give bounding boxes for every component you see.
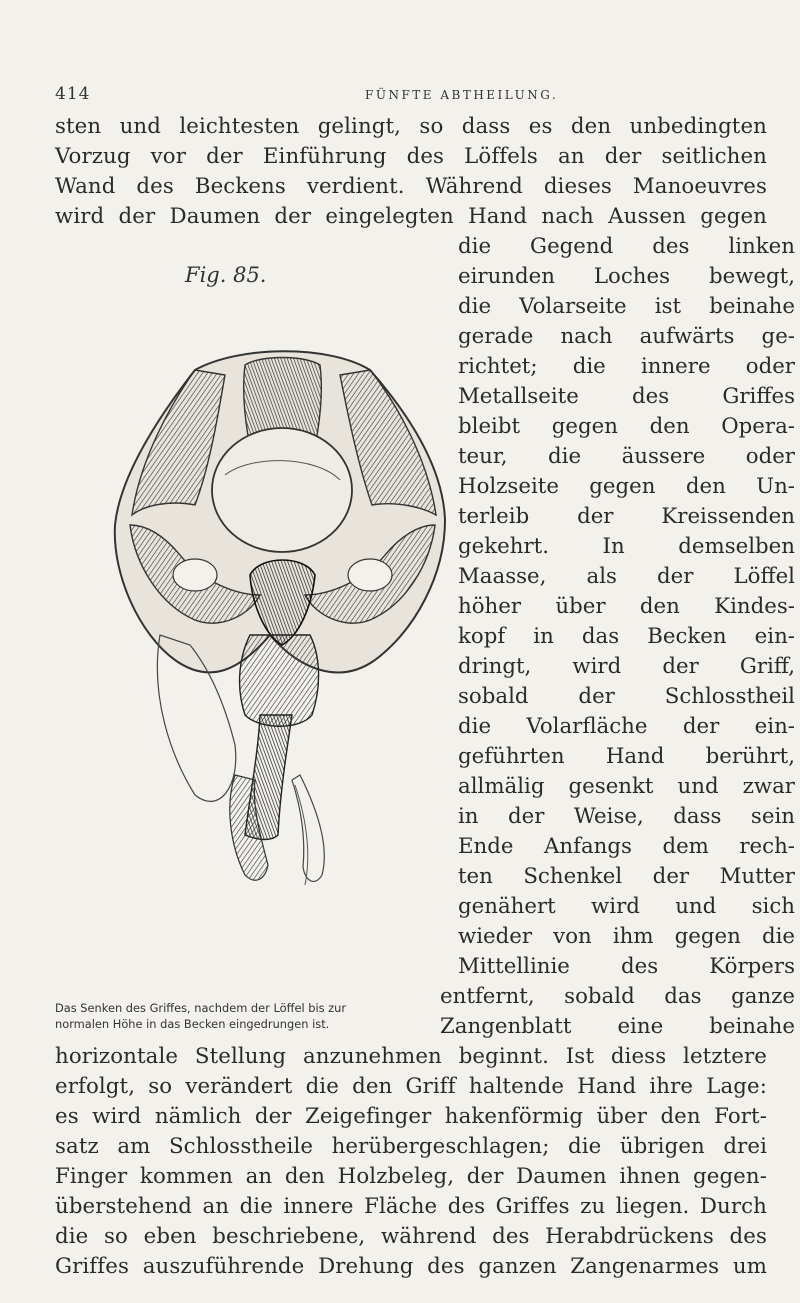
body-line: bleibt gegen den Opera- bbox=[458, 414, 795, 439]
body-line: Ende Anfangs dem rech- bbox=[458, 834, 795, 859]
body-line: es wird nämlich der Zeigefinger hakenförmig über den Fort- bbox=[55, 1104, 767, 1129]
body-line: gekehrt. In demselben bbox=[458, 534, 795, 559]
body-line: erfolgt, so verändert die den Griff haltende Hand ihre Lage: bbox=[55, 1074, 767, 1099]
body-line: wieder von ihm gegen die bbox=[458, 924, 795, 949]
body-line: Maasse, als der Löffel bbox=[458, 564, 795, 589]
body-line: kopf in das Becken ein- bbox=[458, 624, 795, 649]
running-head bbox=[55, 84, 755, 108]
body-line: die so eben beschriebene, während des Herabdrückens des bbox=[55, 1224, 767, 1249]
body-line: die Volarseite ist beinahe bbox=[458, 294, 795, 319]
body-line: in der Weise, dass sein bbox=[458, 804, 795, 829]
body-line: die Gegend des linken bbox=[458, 234, 795, 259]
figure-label: Fig. 85. bbox=[185, 263, 267, 287]
body-line: teur, die äussere oder bbox=[458, 444, 795, 469]
body-line: ten Schenkel der Mutter bbox=[458, 864, 795, 889]
body-line: horizontale Stellung anzunehmen beginnt. Ist diess letztere bbox=[55, 1044, 767, 1069]
section-title: FÜNFTE ABTHEILUNG. bbox=[365, 88, 559, 102]
body-line: satz am Schlosstheile herübergeschlagen; die übrigen drei bbox=[55, 1134, 767, 1159]
body-line: überstehend an die innere Fläche des Griffes zu liegen. Durch bbox=[55, 1194, 767, 1219]
body-line: Griffes auszuführende Drehung des ganzen Zangenarmes um bbox=[55, 1254, 767, 1279]
body-line: Zangenblatt eine beinahe bbox=[440, 1014, 795, 1039]
body-line: wird der Daumen der eingelegten Hand nach Aussen gegen bbox=[55, 204, 767, 229]
caption-line: Das Senken des Griffes, nachdem der Löffel bis zur bbox=[55, 1001, 347, 1015]
body-line: Finger kommen an den Holzbeleg, der Daumen ihnen gegen- bbox=[55, 1164, 767, 1189]
body-line: genähert wird und sich bbox=[458, 894, 795, 919]
page-number: 414 bbox=[55, 84, 91, 104]
body-line: dringt, wird der Griff, bbox=[458, 654, 795, 679]
caption-line: normalen Höhe in das Becken eingedrungen ist. bbox=[55, 1017, 330, 1031]
body-line: entfernt, sobald das ganze bbox=[440, 984, 795, 1009]
pelvis-forceps-illustration bbox=[100, 275, 465, 900]
body-line: eirunden Loches bewegt, bbox=[458, 264, 795, 289]
body-line: Wand des Beckens verdient. Während dieses Manoeuvres bbox=[55, 174, 767, 199]
figure-caption bbox=[55, 1000, 435, 1032]
body-line: Vorzug vor der Einführung des Löffels an der seitlichen bbox=[55, 144, 767, 169]
body-line: Metallseite des Griffes bbox=[458, 384, 795, 409]
body-line: Mittellinie des Körpers bbox=[458, 954, 795, 979]
body-line: allmälig gesenkt und zwar bbox=[458, 774, 795, 799]
body-line: höher über den Kindes- bbox=[458, 594, 795, 619]
body-line: sten und leichtesten gelingt, so dass es den unbedingten bbox=[55, 114, 767, 139]
body-line: die Volarfläche der ein- bbox=[458, 714, 795, 739]
body-line: Holzseite gegen den Un- bbox=[458, 474, 795, 499]
body-line: geführten Hand berührt, bbox=[458, 744, 795, 769]
body-line: richtet; die innere oder bbox=[458, 354, 795, 379]
body-line: terleib der Kreissenden bbox=[458, 504, 795, 529]
body-line: sobald der Schlosstheil bbox=[458, 684, 795, 709]
body-line: gerade nach aufwärts ge- bbox=[458, 324, 795, 349]
